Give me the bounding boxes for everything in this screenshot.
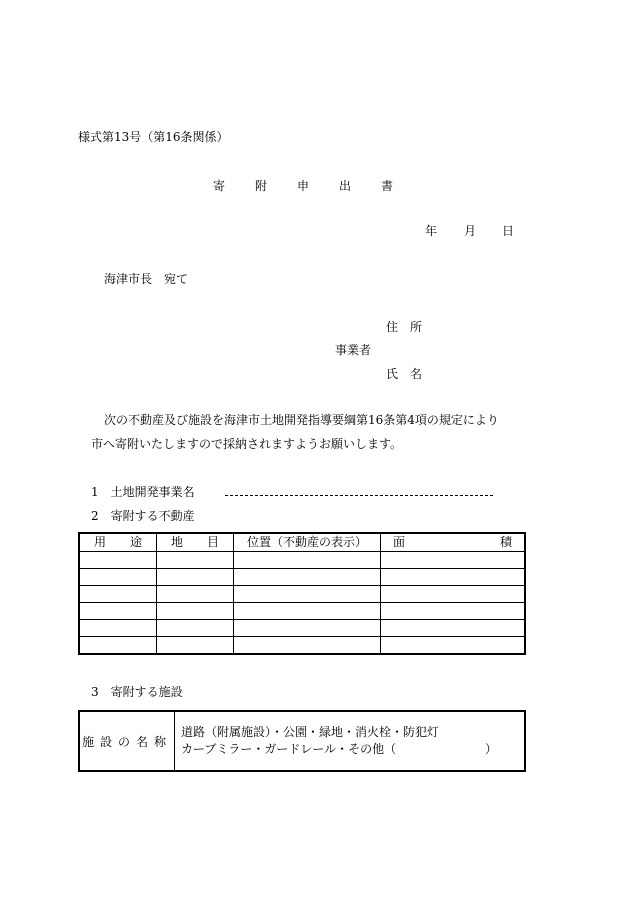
facility-table: [78, 710, 526, 772]
header-use-1: 用: [94, 535, 107, 550]
cell-area[interactable]: [381, 585, 526, 602]
facility-options: [175, 711, 526, 771]
cell-category[interactable]: [157, 585, 234, 602]
facility-name-label: 施設の名称: [79, 711, 175, 771]
header-category-1: 地: [171, 535, 184, 550]
form-number: 様式第13号（第16条関係）: [78, 130, 229, 144]
cell-area[interactable]: [381, 551, 526, 568]
cell-use[interactable]: [79, 602, 157, 619]
header-area: [381, 533, 526, 551]
cell-location[interactable]: [234, 602, 381, 619]
header-category-2: 目: [206, 535, 219, 550]
facility-other-close: ）: [484, 742, 497, 756]
header-location: [234, 533, 381, 551]
cell-use[interactable]: [79, 585, 157, 602]
cell-location[interactable]: [234, 568, 381, 585]
cell-area[interactable]: [381, 619, 526, 636]
table-row: [79, 619, 525, 636]
name-label: 氏 名: [386, 367, 423, 381]
header-area-1: 面: [393, 535, 406, 550]
cell-use[interactable]: [79, 619, 157, 636]
cell-location[interactable]: [234, 636, 381, 654]
addressee: 海津市長 宛て: [104, 272, 189, 286]
facility-line-1: 道路（附属施設）・公園・緑地・消火栓・防犯灯: [181, 725, 440, 739]
cell-use[interactable]: [79, 551, 157, 568]
cell-location[interactable]: [234, 619, 381, 636]
section-2-label: 2 寄附する不動産: [91, 509, 195, 523]
header-category: [157, 533, 234, 551]
facility-line-2: [181, 741, 497, 758]
date-year: 年: [425, 224, 438, 238]
cell-category[interactable]: [157, 568, 234, 585]
header-use-2: 途: [129, 535, 142, 550]
table-row: [79, 602, 525, 619]
cell-location[interactable]: [234, 585, 381, 602]
property-table: [78, 532, 526, 655]
table-row: [79, 636, 525, 654]
cell-area[interactable]: [381, 568, 526, 585]
cell-area[interactable]: [381, 636, 526, 654]
table-row: [79, 551, 525, 568]
table-header-row: [79, 533, 525, 551]
date-month: 月: [464, 224, 477, 238]
page-title: 寄附申出書: [213, 179, 424, 193]
business-label: 事業者: [335, 343, 372, 357]
cell-use[interactable]: [79, 636, 157, 654]
section-3-label: 3 寄附する施設: [91, 685, 183, 699]
body-line-1: 次の不動産及び施設を海津市土地開発指導要綱第16条第4項の規定により: [104, 413, 499, 427]
cell-category[interactable]: [157, 636, 234, 654]
table-row: [79, 585, 525, 602]
cell-category[interactable]: [157, 602, 234, 619]
cell-use[interactable]: [79, 568, 157, 585]
cell-area[interactable]: [381, 602, 526, 619]
section-1-label: 1 土地開発事業名: [91, 485, 195, 499]
cell-location[interactable]: [234, 551, 381, 568]
header-area-2: 積: [499, 535, 512, 550]
address-label: 住 所: [386, 320, 423, 334]
header-location-label: 位置（不動産の表示）: [246, 535, 367, 550]
facility-line-2-text: カーブミラー・ガードレール・その他（: [181, 742, 397, 756]
date-day: 日: [502, 224, 515, 238]
project-name-field[interactable]: [225, 495, 493, 496]
facility-row: [79, 711, 525, 771]
table-row: [79, 568, 525, 585]
body-line-2: 市へ寄附いたしますので採納されますようお願いします。: [91, 437, 403, 451]
cell-category[interactable]: [157, 619, 234, 636]
header-use: [79, 533, 157, 551]
cell-category[interactable]: [157, 551, 234, 568]
